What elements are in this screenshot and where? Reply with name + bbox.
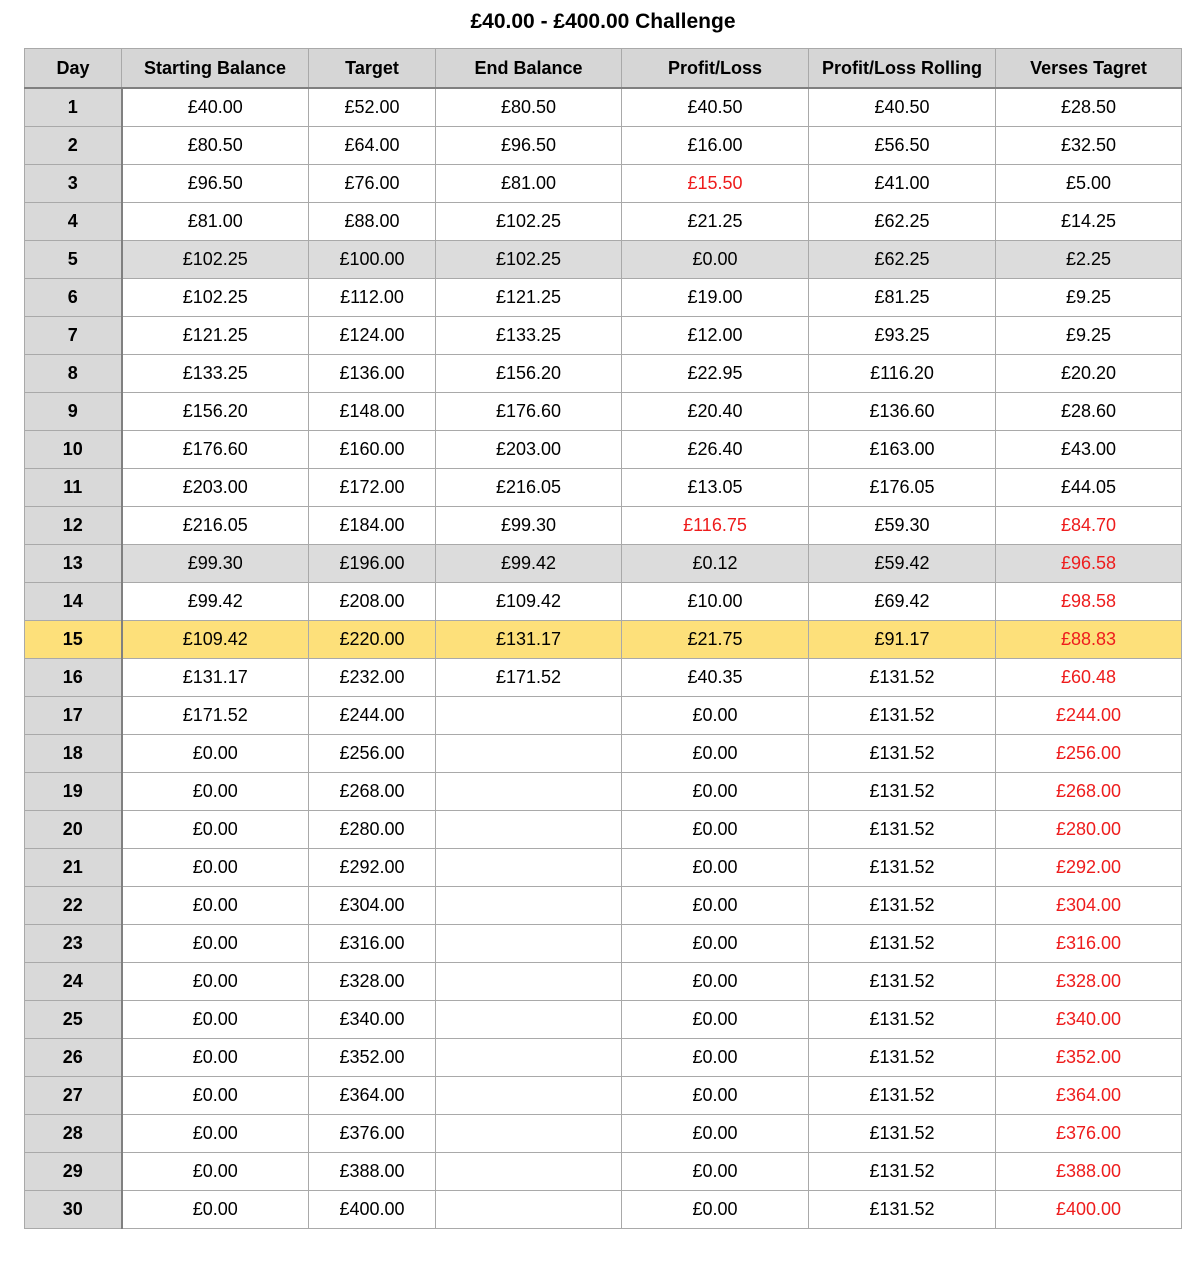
day-cell[interactable]: 28 — [25, 1115, 122, 1153]
day-cell[interactable]: 18 — [25, 735, 122, 773]
starting-balance-cell[interactable]: £40.00 — [122, 88, 309, 127]
profit-loss-cell[interactable]: £0.00 — [622, 963, 809, 1001]
table-row — [25, 203, 1182, 241]
profit-loss-rolling-cell[interactable]: £93.25 — [809, 317, 996, 355]
day-cell[interactable]: 23 — [25, 925, 122, 963]
column-header-day[interactable]: Day — [25, 49, 122, 89]
end-balance-cell[interactable] — [436, 697, 622, 735]
starting-balance-cell[interactable]: £99.42 — [122, 583, 309, 621]
target-cell[interactable]: £184.00 — [309, 507, 436, 545]
starting-balance-cell[interactable]: £96.50 — [122, 165, 309, 203]
profit-loss-rolling-cell[interactable]: £131.52 — [809, 1191, 996, 1229]
verses-target-cell[interactable]: £9.25 — [996, 317, 1182, 355]
column-header-target[interactable]: Target — [309, 49, 436, 89]
table-row — [25, 241, 1182, 279]
day-cell[interactable]: 11 — [25, 469, 122, 507]
table-row — [25, 773, 1182, 811]
profit-loss-cell[interactable]: £20.40 — [622, 393, 809, 431]
profit-loss-rolling-cell[interactable]: £131.52 — [809, 963, 996, 1001]
table-row — [25, 317, 1182, 355]
table-row — [25, 697, 1182, 735]
day-cell[interactable]: 22 — [25, 887, 122, 925]
target-cell[interactable]: £268.00 — [309, 773, 436, 811]
end-balance-cell[interactable] — [436, 735, 622, 773]
end-balance-cell[interactable]: £131.17 — [436, 621, 622, 659]
table-row — [25, 1001, 1182, 1039]
profit-loss-rolling-cell[interactable]: £131.52 — [809, 659, 996, 697]
profit-loss-cell[interactable]: £0.00 — [622, 925, 809, 963]
starting-balance-cell[interactable]: £0.00 — [122, 849, 309, 887]
day-cell[interactable]: 21 — [25, 849, 122, 887]
day-cell[interactable]: 3 — [25, 165, 122, 203]
day-cell[interactable]: 2 — [25, 127, 122, 165]
profit-loss-rolling-cell[interactable]: £131.52 — [809, 1077, 996, 1115]
day-cell[interactable]: 20 — [25, 811, 122, 849]
verses-target-cell[interactable]: £256.00 — [996, 735, 1182, 773]
profit-loss-cell[interactable]: £15.50 — [622, 165, 809, 203]
profit-loss-cell[interactable]: £21.75 — [622, 621, 809, 659]
profit-loss-rolling-cell[interactable]: £163.00 — [809, 431, 996, 469]
table-row — [25, 88, 1182, 127]
end-balance-cell[interactable]: £99.30 — [436, 507, 622, 545]
starting-balance-cell[interactable]: £0.00 — [122, 735, 309, 773]
end-balance-cell[interactable] — [436, 1001, 622, 1039]
verses-target-cell[interactable]: £96.58 — [996, 545, 1182, 583]
target-cell[interactable]: £160.00 — [309, 431, 436, 469]
table-row — [25, 735, 1182, 773]
target-cell[interactable]: £364.00 — [309, 1077, 436, 1115]
profit-loss-rolling-cell[interactable]: £91.17 — [809, 621, 996, 659]
end-balance-cell[interactable] — [436, 849, 622, 887]
target-cell[interactable]: £100.00 — [309, 241, 436, 279]
profit-loss-cell[interactable]: £13.05 — [622, 469, 809, 507]
verses-target-cell[interactable]: £43.00 — [996, 431, 1182, 469]
profit-loss-rolling-cell[interactable]: £131.52 — [809, 925, 996, 963]
table-row — [25, 849, 1182, 887]
column-header-verses-target[interactable]: Verses Tagret — [996, 49, 1182, 89]
verses-target-cell[interactable]: £340.00 — [996, 1001, 1182, 1039]
profit-loss-cell[interactable]: £116.75 — [622, 507, 809, 545]
verses-target-cell[interactable]: £84.70 — [996, 507, 1182, 545]
table-row — [25, 583, 1182, 621]
starting-balance-cell[interactable]: £171.52 — [122, 697, 309, 735]
end-balance-cell[interactable] — [436, 887, 622, 925]
target-cell[interactable]: £244.00 — [309, 697, 436, 735]
target-cell[interactable]: £304.00 — [309, 887, 436, 925]
table-row — [25, 659, 1182, 697]
starting-balance-cell[interactable]: £109.42 — [122, 621, 309, 659]
starting-balance-cell[interactable]: £0.00 — [122, 887, 309, 925]
verses-target-cell[interactable]: £244.00 — [996, 697, 1182, 735]
day-cell[interactable]: 17 — [25, 697, 122, 735]
table-row — [25, 165, 1182, 203]
table-row — [25, 811, 1182, 849]
starting-balance-cell[interactable]: £0.00 — [122, 1153, 309, 1191]
table-row — [25, 545, 1182, 583]
end-balance-cell[interactable]: £176.60 — [436, 393, 622, 431]
end-balance-cell[interactable]: £156.20 — [436, 355, 622, 393]
profit-loss-rolling-cell[interactable]: £131.52 — [809, 887, 996, 925]
verses-target-cell[interactable]: £364.00 — [996, 1077, 1182, 1115]
target-cell[interactable]: £172.00 — [309, 469, 436, 507]
column-header-starting-balance[interactable]: Starting Balance — [122, 49, 309, 89]
day-cell[interactable]: 25 — [25, 1001, 122, 1039]
profit-loss-rolling-cell[interactable]: £40.50 — [809, 88, 996, 127]
profit-loss-rolling-cell[interactable]: £136.60 — [809, 393, 996, 431]
table-row — [25, 279, 1182, 317]
target-cell[interactable]: £52.00 — [309, 88, 436, 127]
starting-balance-cell[interactable]: £0.00 — [122, 1039, 309, 1077]
day-cell[interactable]: 4 — [25, 203, 122, 241]
profit-loss-cell[interactable]: £12.00 — [622, 317, 809, 355]
profit-loss-rolling-cell[interactable]: £131.52 — [809, 1001, 996, 1039]
end-balance-cell[interactable] — [436, 1039, 622, 1077]
starting-balance-cell[interactable]: £99.30 — [122, 545, 309, 583]
profit-loss-rolling-cell[interactable]: £176.05 — [809, 469, 996, 507]
verses-target-cell[interactable]: £352.00 — [996, 1039, 1182, 1077]
target-cell[interactable]: £388.00 — [309, 1153, 436, 1191]
day-cell[interactable]: 8 — [25, 355, 122, 393]
target-cell[interactable]: £124.00 — [309, 317, 436, 355]
profit-loss-rolling-cell[interactable]: £59.30 — [809, 507, 996, 545]
end-balance-cell[interactable]: £203.00 — [436, 431, 622, 469]
profit-loss-cell[interactable]: £0.12 — [622, 545, 809, 583]
profit-loss-cell[interactable]: £0.00 — [622, 887, 809, 925]
target-cell[interactable]: £208.00 — [309, 583, 436, 621]
verses-target-cell[interactable]: £28.50 — [996, 88, 1182, 127]
day-cell[interactable]: 16 — [25, 659, 122, 697]
table-row — [25, 963, 1182, 1001]
day-cell[interactable]: 30 — [25, 1191, 122, 1229]
profit-loss-cell[interactable]: £40.35 — [622, 659, 809, 697]
starting-balance-cell[interactable]: £121.25 — [122, 317, 309, 355]
profit-loss-rolling-cell[interactable]: £69.42 — [809, 583, 996, 621]
starting-balance-cell[interactable]: £0.00 — [122, 1191, 309, 1229]
profit-loss-cell[interactable]: £0.00 — [622, 773, 809, 811]
profit-loss-cell[interactable]: £19.00 — [622, 279, 809, 317]
table-row — [25, 469, 1182, 507]
verses-target-cell[interactable]: £400.00 — [996, 1191, 1182, 1229]
profit-loss-cell[interactable]: £16.00 — [622, 127, 809, 165]
starting-balance-cell[interactable]: £102.25 — [122, 241, 309, 279]
table-row — [25, 507, 1182, 545]
profit-loss-cell[interactable]: £0.00 — [622, 1001, 809, 1039]
profit-loss-cell[interactable]: £0.00 — [622, 241, 809, 279]
profit-loss-rolling-cell[interactable]: £131.52 — [809, 849, 996, 887]
verses-target-cell[interactable]: £2.25 — [996, 241, 1182, 279]
target-cell[interactable]: £64.00 — [309, 127, 436, 165]
end-balance-cell[interactable]: £102.25 — [436, 203, 622, 241]
starting-balance-cell[interactable]: £203.00 — [122, 469, 309, 507]
profit-loss-cell[interactable]: £10.00 — [622, 583, 809, 621]
profit-loss-cell[interactable]: £26.40 — [622, 431, 809, 469]
target-cell[interactable]: £88.00 — [309, 203, 436, 241]
starting-balance-cell[interactable]: £0.00 — [122, 773, 309, 811]
verses-target-cell[interactable]: £88.83 — [996, 621, 1182, 659]
end-balance-cell[interactable]: £171.52 — [436, 659, 622, 697]
starting-balance-cell[interactable]: £0.00 — [122, 1115, 309, 1153]
profit-loss-rolling-cell[interactable]: £131.52 — [809, 1115, 996, 1153]
verses-target-cell[interactable]: £14.25 — [996, 203, 1182, 241]
starting-balance-cell[interactable]: £80.50 — [122, 127, 309, 165]
end-balance-cell[interactable]: £121.25 — [436, 279, 622, 317]
day-cell[interactable]: 5 — [25, 241, 122, 279]
verses-target-cell[interactable]: £304.00 — [996, 887, 1182, 925]
verses-target-cell[interactable]: £5.00 — [996, 165, 1182, 203]
end-balance-cell[interactable]: £102.25 — [436, 241, 622, 279]
day-cell[interactable]: 10 — [25, 431, 122, 469]
day-cell[interactable]: 9 — [25, 393, 122, 431]
profit-loss-cell[interactable]: £0.00 — [622, 849, 809, 887]
table-row — [25, 621, 1182, 659]
end-balance-cell[interactable]: £99.42 — [436, 545, 622, 583]
day-cell[interactable]: 12 — [25, 507, 122, 545]
verses-target-cell[interactable]: £316.00 — [996, 925, 1182, 963]
table-row — [25, 1191, 1182, 1229]
end-balance-cell[interactable] — [436, 773, 622, 811]
verses-target-cell[interactable]: £268.00 — [996, 773, 1182, 811]
target-cell[interactable]: £76.00 — [309, 165, 436, 203]
starting-balance-cell[interactable]: £0.00 — [122, 1001, 309, 1039]
profit-loss-rolling-cell[interactable]: £131.52 — [809, 1039, 996, 1077]
target-cell[interactable]: £136.00 — [309, 355, 436, 393]
end-balance-cell[interactable] — [436, 1077, 622, 1115]
target-cell[interactable]: £292.00 — [309, 849, 436, 887]
verses-target-cell[interactable]: £280.00 — [996, 811, 1182, 849]
verses-target-cell[interactable]: £9.25 — [996, 279, 1182, 317]
target-cell[interactable]: £400.00 — [309, 1191, 436, 1229]
end-balance-cell[interactable]: £216.05 — [436, 469, 622, 507]
verses-target-cell[interactable]: £292.00 — [996, 849, 1182, 887]
verses-target-cell[interactable]: £328.00 — [996, 963, 1182, 1001]
profit-loss-rolling-cell[interactable]: £59.42 — [809, 545, 996, 583]
profit-loss-rolling-cell[interactable]: £131.52 — [809, 1153, 996, 1191]
profit-loss-rolling-cell[interactable]: £62.25 — [809, 241, 996, 279]
starting-balance-cell[interactable]: £81.00 — [122, 203, 309, 241]
table-row — [25, 393, 1182, 431]
challenge-table — [24, 48, 1182, 1229]
column-header-profit-loss[interactable]: Profit/Loss — [622, 49, 809, 89]
table-row — [25, 127, 1182, 165]
target-cell[interactable]: £340.00 — [309, 1001, 436, 1039]
table-row — [25, 431, 1182, 469]
profit-loss-cell[interactable]: £0.00 — [622, 735, 809, 773]
starting-balance-cell[interactable]: £133.25 — [122, 355, 309, 393]
starting-balance-cell[interactable]: £0.00 — [122, 811, 309, 849]
target-cell[interactable]: £112.00 — [309, 279, 436, 317]
profit-loss-cell[interactable]: £0.00 — [622, 1077, 809, 1115]
verses-target-cell[interactable]: £98.58 — [996, 583, 1182, 621]
target-cell[interactable]: £316.00 — [309, 925, 436, 963]
day-cell[interactable]: 24 — [25, 963, 122, 1001]
column-header-profit-loss-rolling[interactable]: Profit/Loss Rolling — [809, 49, 996, 89]
profit-loss-cell[interactable]: £0.00 — [622, 811, 809, 849]
target-cell[interactable]: £256.00 — [309, 735, 436, 773]
day-cell[interactable]: 15 — [25, 621, 122, 659]
starting-balance-cell[interactable]: £216.05 — [122, 507, 309, 545]
profit-loss-cell[interactable]: £0.00 — [622, 697, 809, 735]
starting-balance-cell[interactable]: £0.00 — [122, 963, 309, 1001]
profit-loss-rolling-cell[interactable]: £116.20 — [809, 355, 996, 393]
target-cell[interactable]: £232.00 — [309, 659, 436, 697]
day-cell[interactable]: 26 — [25, 1039, 122, 1077]
end-balance-cell[interactable] — [436, 811, 622, 849]
target-cell[interactable]: £376.00 — [309, 1115, 436, 1153]
starting-balance-cell[interactable]: £131.17 — [122, 659, 309, 697]
table-body — [25, 88, 1182, 1229]
end-balance-cell[interactable]: £81.00 — [436, 165, 622, 203]
profit-loss-cell[interactable]: £22.95 — [622, 355, 809, 393]
starting-balance-cell[interactable]: £0.00 — [122, 925, 309, 963]
end-balance-cell[interactable]: £109.42 — [436, 583, 622, 621]
target-cell[interactable]: £280.00 — [309, 811, 436, 849]
target-cell[interactable]: £352.00 — [309, 1039, 436, 1077]
profit-loss-cell[interactable]: £0.00 — [622, 1191, 809, 1229]
profit-loss-cell[interactable]: £21.25 — [622, 203, 809, 241]
verses-target-cell[interactable]: £60.48 — [996, 659, 1182, 697]
verses-target-cell[interactable]: £32.50 — [996, 127, 1182, 165]
day-cell[interactable]: 7 — [25, 317, 122, 355]
day-cell[interactable]: 14 — [25, 583, 122, 621]
table-row — [25, 1077, 1182, 1115]
table-row — [25, 355, 1182, 393]
verses-target-cell[interactable]: £28.60 — [996, 393, 1182, 431]
starting-balance-cell[interactable]: £176.60 — [122, 431, 309, 469]
end-balance-cell[interactable] — [436, 925, 622, 963]
table-row — [25, 1115, 1182, 1153]
day-cell[interactable]: 19 — [25, 773, 122, 811]
day-cell[interactable]: 27 — [25, 1077, 122, 1115]
profit-loss-rolling-cell[interactable]: £131.52 — [809, 811, 996, 849]
verses-target-cell[interactable]: £388.00 — [996, 1153, 1182, 1191]
day-cell[interactable]: 13 — [25, 545, 122, 583]
table-row — [25, 925, 1182, 963]
table-row — [25, 1153, 1182, 1191]
sheet-title: £40.00 - £400.00 Challenge — [470, 10, 736, 33]
verses-target-cell[interactable]: £376.00 — [996, 1115, 1182, 1153]
profit-loss-cell[interactable]: £40.50 — [622, 88, 809, 127]
profit-loss-rolling-cell[interactable]: £62.25 — [809, 203, 996, 241]
verses-target-cell[interactable]: £44.05 — [996, 469, 1182, 507]
day-cell[interactable]: 1 — [25, 88, 122, 127]
profit-loss-rolling-cell[interactable]: £131.52 — [809, 773, 996, 811]
profit-loss-cell[interactable]: £0.00 — [622, 1115, 809, 1153]
starting-balance-cell[interactable]: £156.20 — [122, 393, 309, 431]
profit-loss-cell[interactable]: £0.00 — [622, 1153, 809, 1191]
header-row — [25, 49, 1182, 89]
day-cell[interactable]: 29 — [25, 1153, 122, 1191]
starting-balance-cell[interactable]: £0.00 — [122, 1077, 309, 1115]
column-header-end-balance[interactable]: End Balance — [436, 49, 622, 89]
target-cell[interactable]: £196.00 — [309, 545, 436, 583]
verses-target-cell[interactable]: £20.20 — [996, 355, 1182, 393]
profit-loss-cell[interactable]: £0.00 — [622, 1039, 809, 1077]
table-row — [25, 1039, 1182, 1077]
target-cell[interactable]: £328.00 — [309, 963, 436, 1001]
target-cell[interactable]: £220.00 — [309, 621, 436, 659]
profit-loss-rolling-cell[interactable]: £131.52 — [809, 697, 996, 735]
end-balance-cell[interactable] — [436, 963, 622, 1001]
end-balance-cell[interactable]: £80.50 — [436, 88, 622, 127]
end-balance-cell[interactable] — [436, 1153, 622, 1191]
end-balance-cell[interactable]: £96.50 — [436, 127, 622, 165]
table-row — [25, 887, 1182, 925]
profit-loss-rolling-cell[interactable]: £56.50 — [809, 127, 996, 165]
starting-balance-cell[interactable]: £102.25 — [122, 279, 309, 317]
profit-loss-rolling-cell[interactable]: £131.52 — [809, 735, 996, 773]
end-balance-cell[interactable] — [436, 1191, 622, 1229]
profit-loss-rolling-cell[interactable]: £81.25 — [809, 279, 996, 317]
day-cell[interactable]: 6 — [25, 279, 122, 317]
target-cell[interactable]: £148.00 — [309, 393, 436, 431]
profit-loss-rolling-cell[interactable]: £41.00 — [809, 165, 996, 203]
end-balance-cell[interactable] — [436, 1115, 622, 1153]
end-balance-cell[interactable]: £133.25 — [436, 317, 622, 355]
